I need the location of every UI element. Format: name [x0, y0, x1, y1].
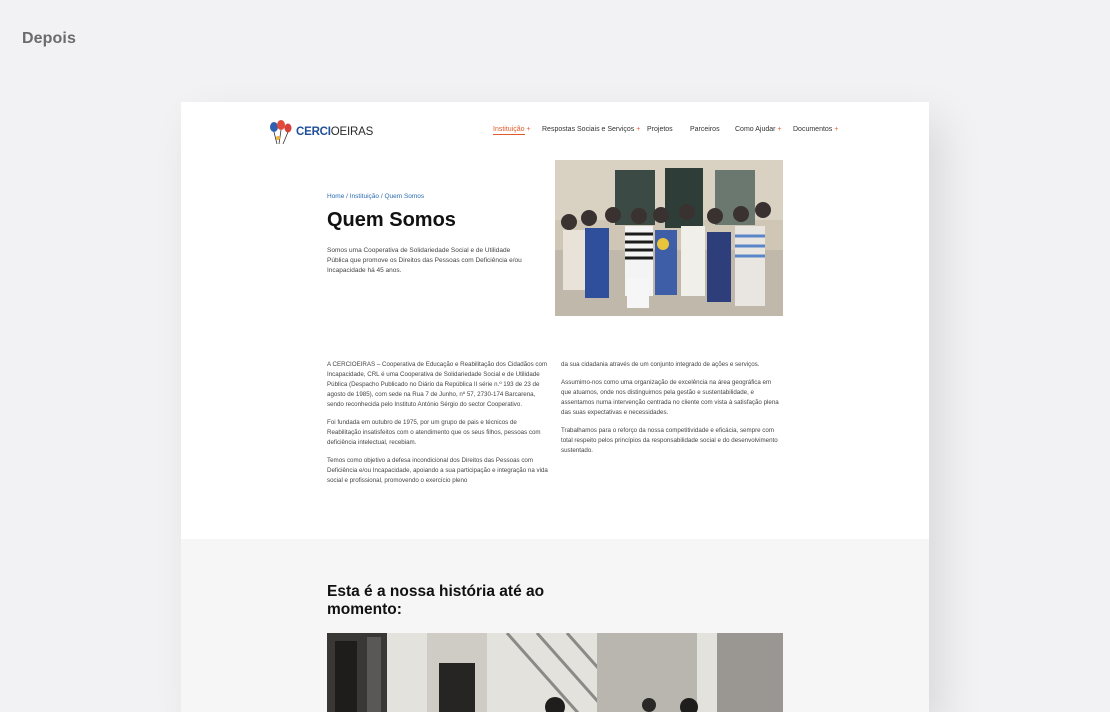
logo-text-cerci: CERCI — [296, 126, 331, 138]
plus-icon: + — [636, 126, 641, 133]
plus-icon: + — [834, 126, 839, 133]
nav-item-como-ajudar[interactable]: Como Ajudar + — [735, 126, 782, 133]
nav-item-documentos[interactable]: Documentos + — [793, 126, 839, 133]
plus-icon: + — [526, 126, 531, 133]
paragraph: da sua cidadania através de um conjunto integrado de ações e serviços. — [561, 361, 760, 368]
nav-item-respostas-sociais[interactable]: Respostas Sociais e Serviços + — [542, 126, 641, 133]
group-photo — [555, 160, 783, 316]
paragraph: Foi fundada em outubro de 1975, por um grupo de pais e técnicos de Reabilitação insatisfeitos com o atendimento que os seus filhos, pessoas com deficiência intelectual, recebiam. — [327, 419, 541, 446]
history-section — [181, 539, 929, 712]
nav-item-projetos[interactable]: Projetos — [647, 126, 673, 133]
body-text-left — [327, 360, 549, 494]
caption-label: Depois — [22, 30, 76, 47]
paragraph: Assumimo-nos como uma organização de excelência na área geográfica em que atuamos, onde nos distinguimos pela gestão e sustentabilidade, e assentamos numa intervenção centrada no cliente com vista à satisfação plena das suas expectativas e necessidades. — [561, 379, 779, 416]
page-title: Quem Somos — [327, 209, 456, 231]
balloons-logo-icon — [268, 118, 296, 146]
history-title: Esta é a nossa história até ao momento: — [327, 583, 545, 618]
paragraph: Trabalhamos para o reforço da nossa competitividade e eficácia, sempre com total respeito pelos princípios da responsabilidade social e do desenvolvimento sustentado. — [561, 427, 778, 454]
plus-icon: + — [777, 126, 782, 133]
history-photo — [327, 633, 783, 712]
nav-item-parceiros[interactable]: Parceiros — [690, 126, 720, 133]
paragraph: A CERCIOEIRAS – Cooperativa de Educação e Reabilitação dos Cidadãos com Incapacidade, CRL é uma Cooperativa de Solidariedade Social e de Utilidade Pública (Despacho Publicado no Diário da República II série n.º 193 de 23 de agosto de 1985), com sede na Rua 7 de Junho, nº 57, 2730-174 Barcarena, sendo reconhecida pelo Instituto António Sérgio do sector Cooperativo. — [327, 361, 548, 408]
nav-item-instituicao[interactable]: Instituição + — [493, 126, 531, 133]
site-logo[interactable] — [268, 118, 374, 146]
body-text-right — [561, 360, 783, 464]
website-preview — [181, 102, 929, 712]
paragraph: Temos como objetivo a defesa incondicional dos Direitos das Pessoas com Deficiência e/ou Incapacidade, apoiando a sua participação e integração na vida social e profissional, promovendo o exercício pleno — [327, 457, 548, 484]
breadcrumb[interactable]: Home / Instituição / Quem Somos — [327, 193, 425, 200]
intro-text: Somos uma Cooperativa de Solidariedade Social e de Utilidade Pública que promove os Direitos das Pessoas com Deficiência e/ou Incapacidade há 45 anos. — [327, 247, 522, 274]
logo-text-oeiras: OEIRAS — [330, 126, 374, 138]
